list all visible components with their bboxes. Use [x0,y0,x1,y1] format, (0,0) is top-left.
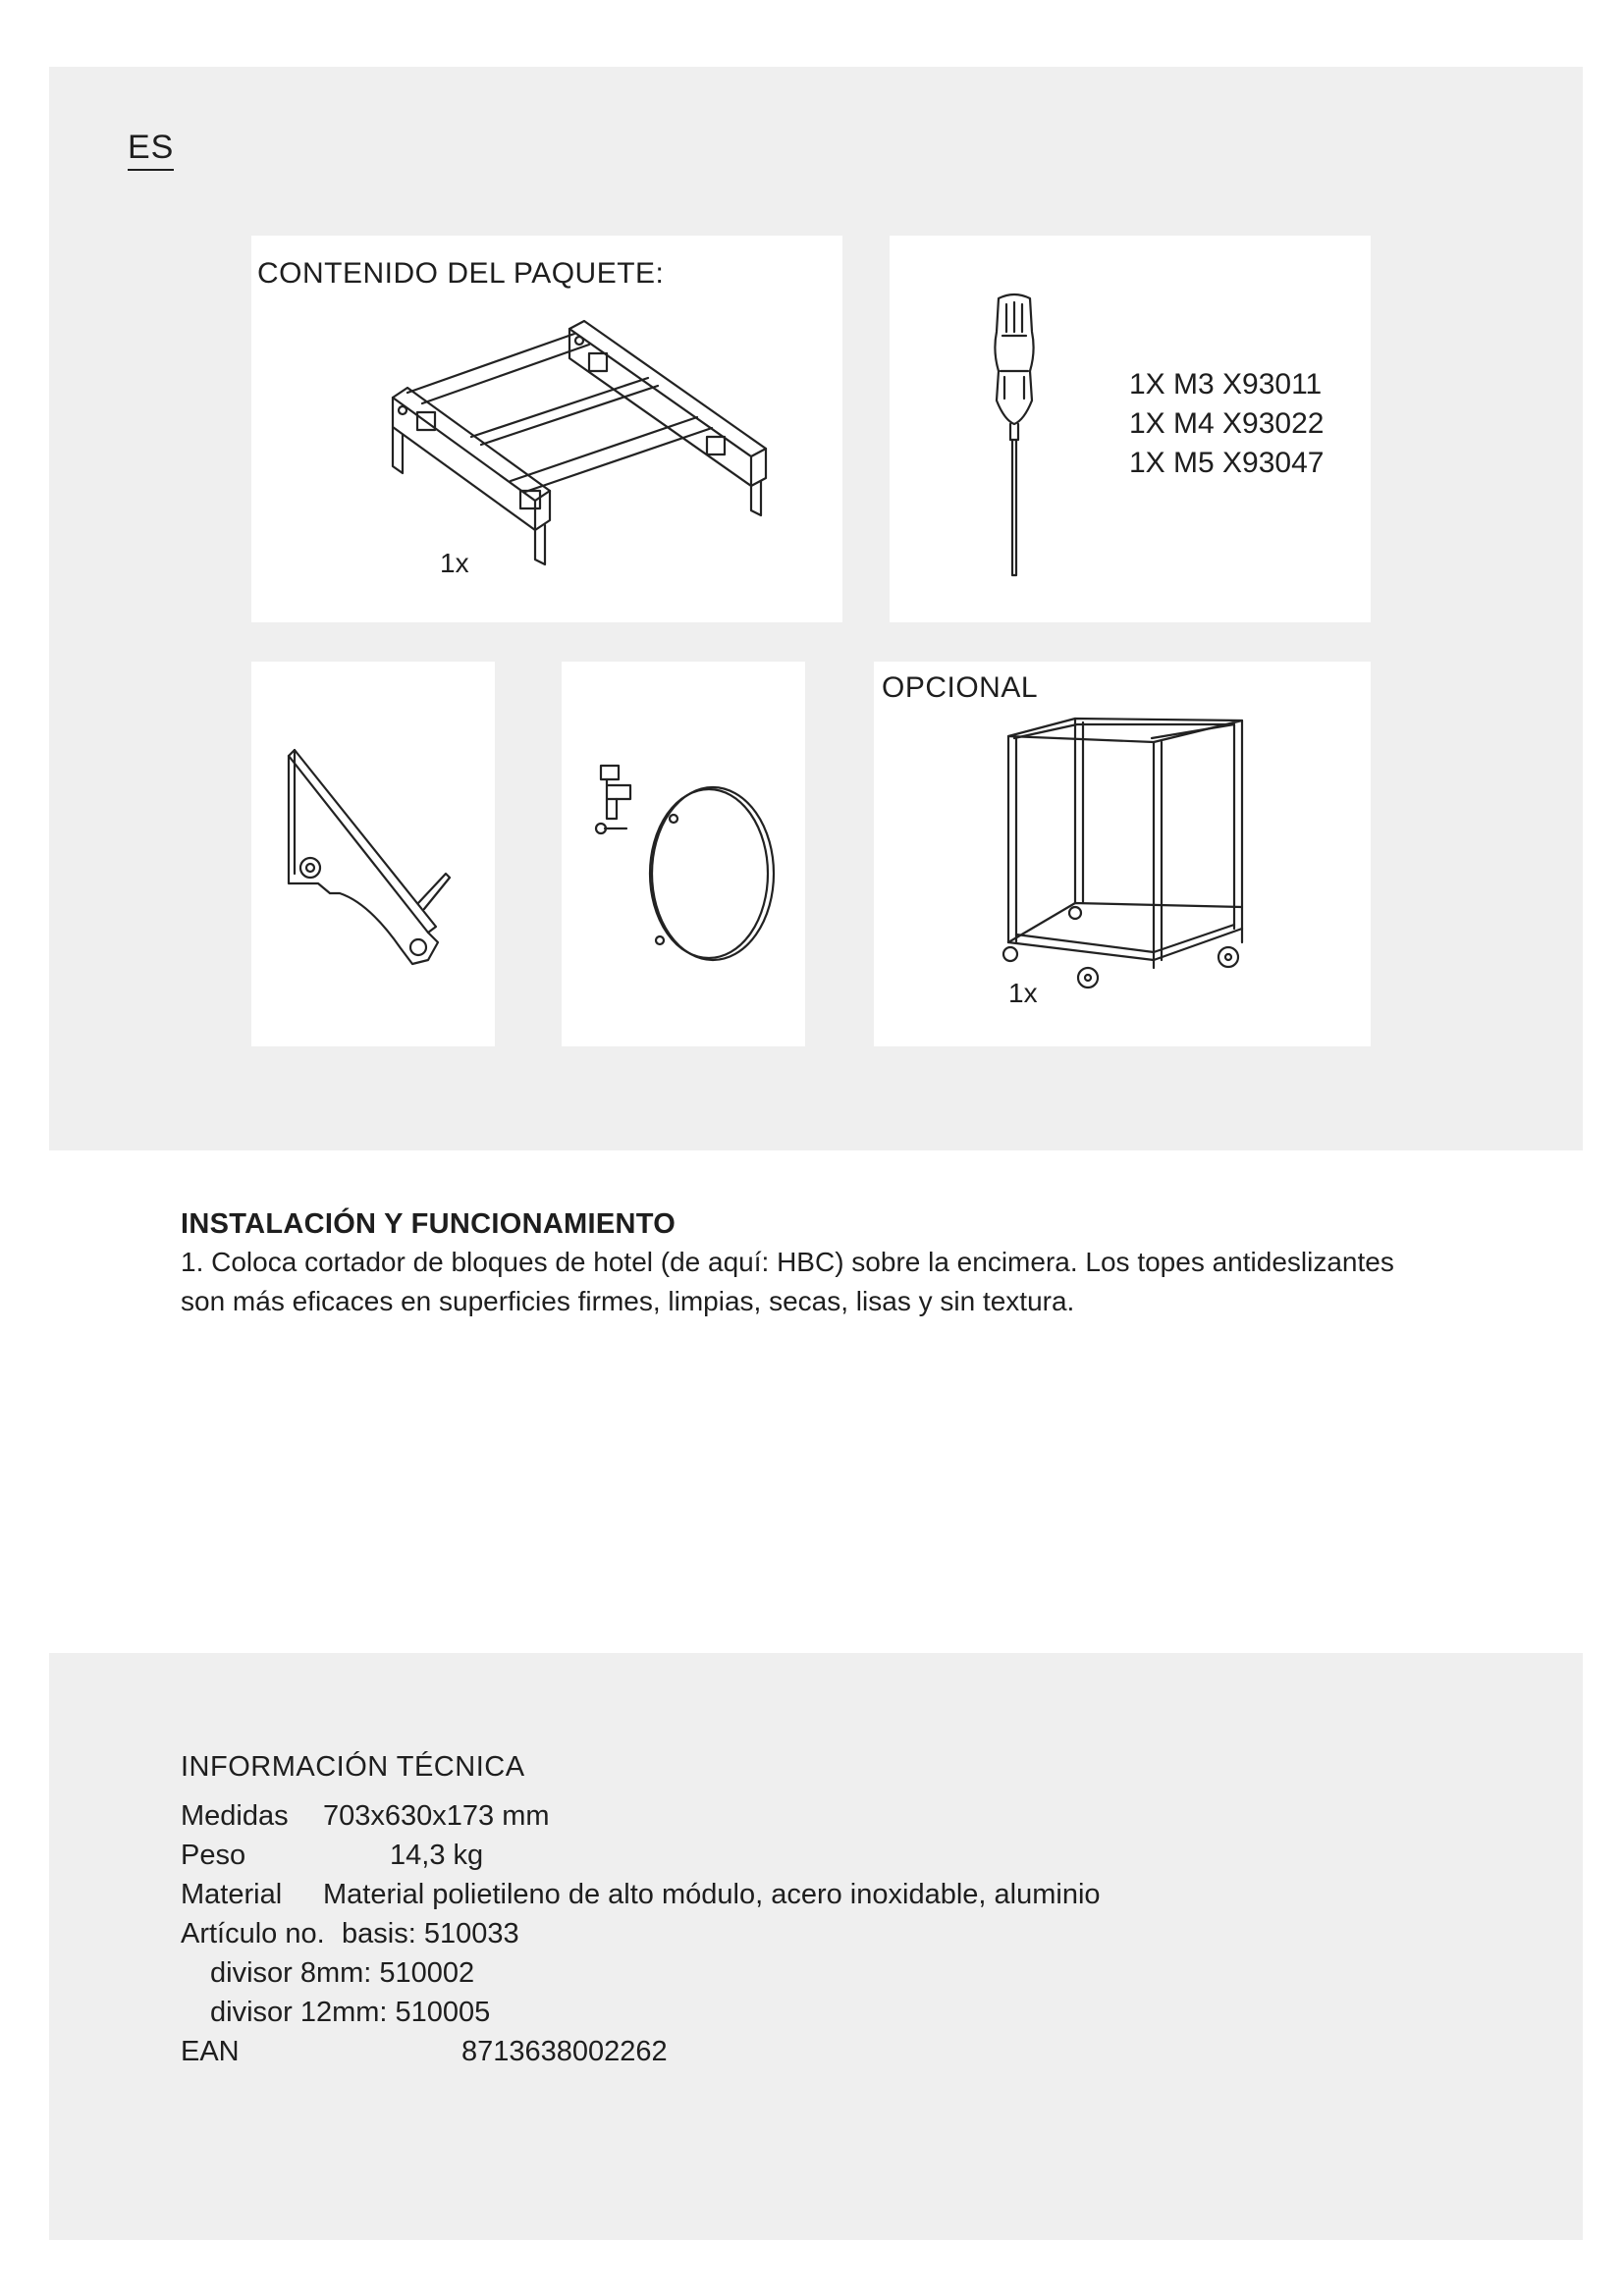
material-value: Material polietileno de alto módulo, acero inoxidable, aluminio [323,1879,1101,1910]
part-m4: 1X M4 X93022 [1129,407,1325,440]
medidas-label: Medidas [181,1800,289,1832]
package-contents-title: CONTENIDO DEL PAQUETE: [257,257,665,290]
technical-heading: INFORMACIÓN TÉCNICA [181,1751,525,1783]
installation-heading: INSTALACIÓN Y FUNCIONAMIENTO [181,1208,677,1240]
articulo-label: Artículo no. [181,1918,325,1949]
screwdriver-icon [985,293,1044,579]
technical-info [181,1747,1101,2071]
row-peso [181,1836,525,1875]
articulo-value: basis: 510033 [342,1918,519,1949]
peso-label: Peso [181,1840,246,1871]
main-item-quantity: 1x [440,548,469,578]
installation-section [181,1205,1457,1321]
peso-value: 14,3 kg [390,1840,484,1871]
installation-step-1-line-2: son más eficaces en superficies firmes, limpias, secas, lisas y sin textura. [181,1286,1075,1316]
divisor-8-value: divisor 8mm: 510002 [210,1957,475,1989]
cutting-divider-icon [281,746,467,972]
optional-quantity: 1x [1008,978,1038,1008]
row-articulo [181,1914,525,1953]
row-material [181,1875,1101,1914]
part-m5: 1X M5 X93047 [1129,447,1325,479]
divisor-12-value: divisor 12mm: 510005 [210,1997,491,2028]
trolley-stand-icon [997,707,1252,991]
material-label: Material [181,1879,283,1910]
round-blade-disc-icon [587,760,784,966]
medidas-value: 703x630x173 mm [323,1800,550,1832]
language-code: ES [128,128,174,171]
row-divisor-8 [181,1953,525,1993]
row-medidas [181,1796,550,1836]
ean-value: 8713638002262 [461,2036,668,2067]
row-divisor-12 [181,1993,525,2032]
row-ean [181,2032,668,2071]
installation-step-1-line-1: 1. Coloca cortador de bloques de hotel (de aquí: HBC) sobre la encimera. Los topes antideslizantes [181,1247,1394,1277]
optional-title: OPCIONAL [882,671,1039,704]
part-m3: 1X M3 X93011 [1129,368,1323,400]
ean-label: EAN [181,2036,240,2067]
block-cutter-frame-icon [363,319,776,564]
screwdriver-parts-list [1129,365,1324,483]
